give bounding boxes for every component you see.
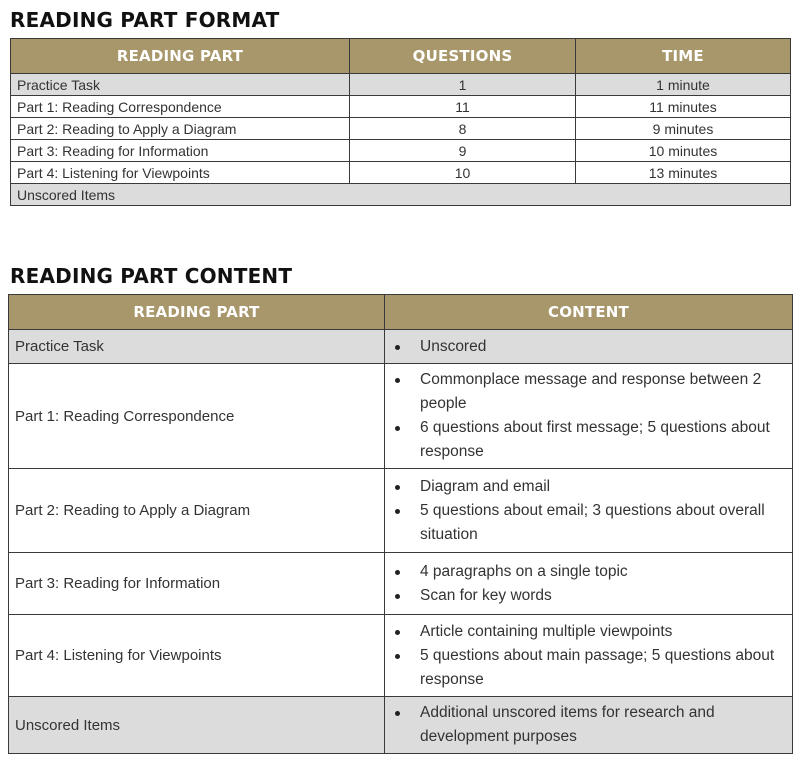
format-row-part: Part 1: Reading Correspondence — [11, 96, 350, 118]
content-row-part: Part 1: Reading Correspondence — [9, 364, 385, 469]
table-row — [11, 140, 791, 162]
list-item — [393, 335, 782, 359]
bullet-text: Additional unscored items for research and development purposes — [420, 704, 715, 745]
bullet-dot-icon — [395, 426, 400, 431]
content-header-content: CONTENT — [385, 295, 793, 330]
bullet-text: Scan for key words — [420, 586, 552, 604]
list-item — [393, 701, 782, 749]
bullet-dot-icon — [395, 378, 400, 383]
bullet-text: 5 questions about email; 3 questions about overall situation — [420, 501, 765, 543]
bullet-dot-icon — [395, 485, 400, 490]
table-row — [11, 162, 791, 184]
table-row — [11, 96, 791, 118]
bullet-list — [393, 560, 782, 608]
content-row-bullets — [385, 697, 793, 754]
list-item — [393, 560, 782, 584]
bullet-dot-icon — [395, 509, 400, 514]
table-row — [11, 118, 791, 140]
format-row-time: 1 minute — [576, 74, 791, 96]
table-row — [9, 697, 793, 754]
list-item — [393, 368, 782, 416]
list-item — [393, 499, 782, 547]
table-row — [9, 553, 793, 615]
format-row-part: Part 4: Listening for Viewpoints — [11, 162, 350, 184]
bullet-list — [393, 701, 782, 749]
list-item — [393, 620, 782, 644]
bullet-text: Article containing multiple viewpoints — [420, 622, 673, 640]
content-row-part: Practice Task — [9, 330, 385, 364]
table-row — [9, 364, 793, 469]
list-item — [393, 644, 782, 692]
table-row — [11, 184, 791, 206]
content-row-bullets — [385, 615, 793, 697]
content-row-part: Part 3: Reading for Information — [9, 553, 385, 615]
format-row-time: 9 minutes — [576, 118, 791, 140]
bullet-list — [393, 475, 782, 547]
content-row-part: Part 2: Reading to Apply a Diagram — [9, 469, 385, 553]
bullet-text: Unscored — [420, 337, 487, 355]
table-row — [11, 74, 791, 96]
table-row — [9, 615, 793, 697]
bullet-dot-icon — [395, 570, 400, 575]
list-item — [393, 416, 782, 464]
bullet-dot-icon — [395, 345, 400, 350]
bullet-text: 4 paragraphs on a single topic — [420, 562, 628, 580]
bullet-dot-icon — [395, 711, 400, 716]
content-header-reading-part: READING PART — [9, 295, 385, 330]
format-header-row — [11, 39, 791, 74]
format-row-questions: 11 — [350, 96, 576, 118]
format-row-questions: 10 — [350, 162, 576, 184]
format-row-time: 10 minutes — [576, 140, 791, 162]
bullet-list — [393, 620, 782, 692]
list-item — [393, 584, 782, 608]
format-header-questions: QUESTIONS — [350, 39, 576, 74]
format-row-part: Practice Task — [11, 74, 350, 96]
content-row-bullets — [385, 330, 793, 364]
list-item — [393, 475, 782, 499]
bullet-dot-icon — [395, 594, 400, 599]
format-row-part: Part 2: Reading to Apply a Diagram — [11, 118, 350, 140]
reading-part-content-table — [8, 294, 793, 754]
content-row-part: Part 4: Listening for Viewpoints — [9, 615, 385, 697]
table-row — [9, 469, 793, 553]
content-section-title: READING PART CONTENT — [10, 264, 293, 288]
format-header-time: TIME — [576, 39, 791, 74]
bullet-list — [393, 368, 782, 464]
bullet-text: Commonplace message and response between 2 people — [420, 371, 762, 412]
format-row-questions: 1 — [350, 74, 576, 96]
content-row-bullets — [385, 364, 793, 469]
format-row-questions: 8 — [350, 118, 576, 140]
format-header-reading-part: READING PART — [11, 39, 350, 74]
content-header-row — [9, 295, 793, 330]
bullet-text: 5 questions about main passage; 5 questions about response — [420, 646, 775, 688]
content-row-bullets — [385, 469, 793, 553]
bullet-text: 6 questions about first message; 5 questions about response — [420, 419, 770, 460]
format-row-part: Part 3: Reading for Information — [11, 140, 350, 162]
format-row-time: 13 minutes — [576, 162, 791, 184]
content-row-bullets — [385, 553, 793, 615]
bullet-dot-icon — [395, 630, 400, 635]
bullet-list — [393, 335, 782, 359]
format-section-title: READING PART FORMAT — [10, 8, 280, 32]
reading-part-format-table — [10, 38, 791, 206]
table-row — [9, 330, 793, 364]
bullet-text: Diagram and email — [420, 477, 551, 495]
bullet-dot-icon — [395, 654, 400, 659]
format-row-time: 11 minutes — [576, 96, 791, 118]
format-row-questions: 9 — [350, 140, 576, 162]
format-row-part: Unscored Items — [11, 184, 791, 206]
content-row-part: Unscored Items — [9, 697, 385, 754]
